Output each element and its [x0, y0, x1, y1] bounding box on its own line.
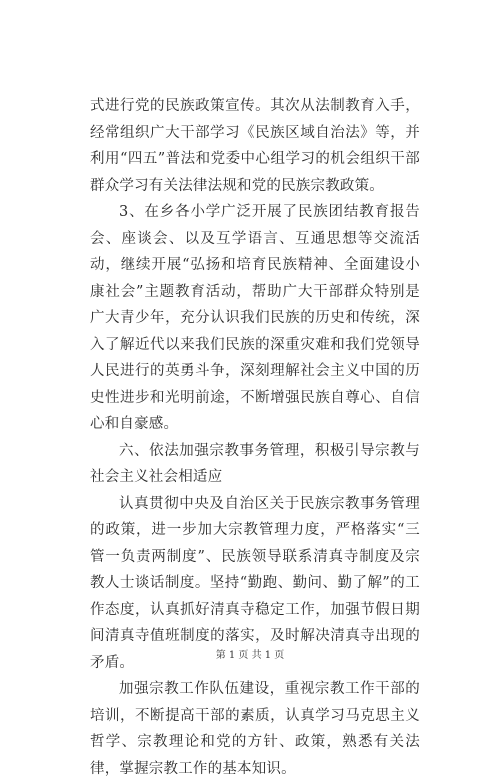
- section-heading-religious-affairs: 六、依法加强宗教事务管理，积极引导宗教与社会主义社会相适应: [90, 442, 420, 485]
- paragraph-school-activities: 3、在乡各小学广泛开展了民族团结教育报告会、座谈会、以及互学语言、互通思想等交流活动，继续开展“弘扬和培育民族精神、全面建设小康社会”主题教育活动，帮助广大干部群众特别是广大青少年，充分认识我们民族的历史和传统，深入了解近代以来我们民族的深重灾难和我们党领导人民进行的英勇斗争，深刻理解社会主义中国的历史性进步和光明前途，不断增强民族自尊心、自信心和自豪感。: [90, 204, 420, 432]
- paragraph-policy-publicity: 式进行党的民族政策宣传。其次从法制教育入手，经常组织广大干部学习《民族区域自治法》等，并利用“四五”普法和党委中心组学习的机会组织干部群众学习有关法律法规和党的民族宗教政策。: [90, 98, 420, 194]
- paragraph-policy-implementation: 认真贯彻中央及自治区关于民族宗教事务管理的政策，进一步加大宗教管理力度，严格落实“三管一负责两制度”、民族领导联系清真寺制度及宗教人士谈话制度。坚持“勤跑、勤问、勤了解”的工作态度，认真抓好清真寺稳定工作，加强节假日期间清真寺值班制度的落实，及时解决清真寺出现的矛盾。: [90, 495, 420, 671]
- page-footer: 第 1 页 共 1 页: [215, 650, 285, 661]
- document-body: [90, 93, 420, 782]
- paragraph-team-building: 加强宗教工作队伍建设，重视宗教工作干部的培训，不断提高干部的素质，认真学习马克思主义哲学、宗教理论和党的方针、政策，熟悉有关法律，掌握宗教工作的基本知识。: [90, 681, 420, 777]
